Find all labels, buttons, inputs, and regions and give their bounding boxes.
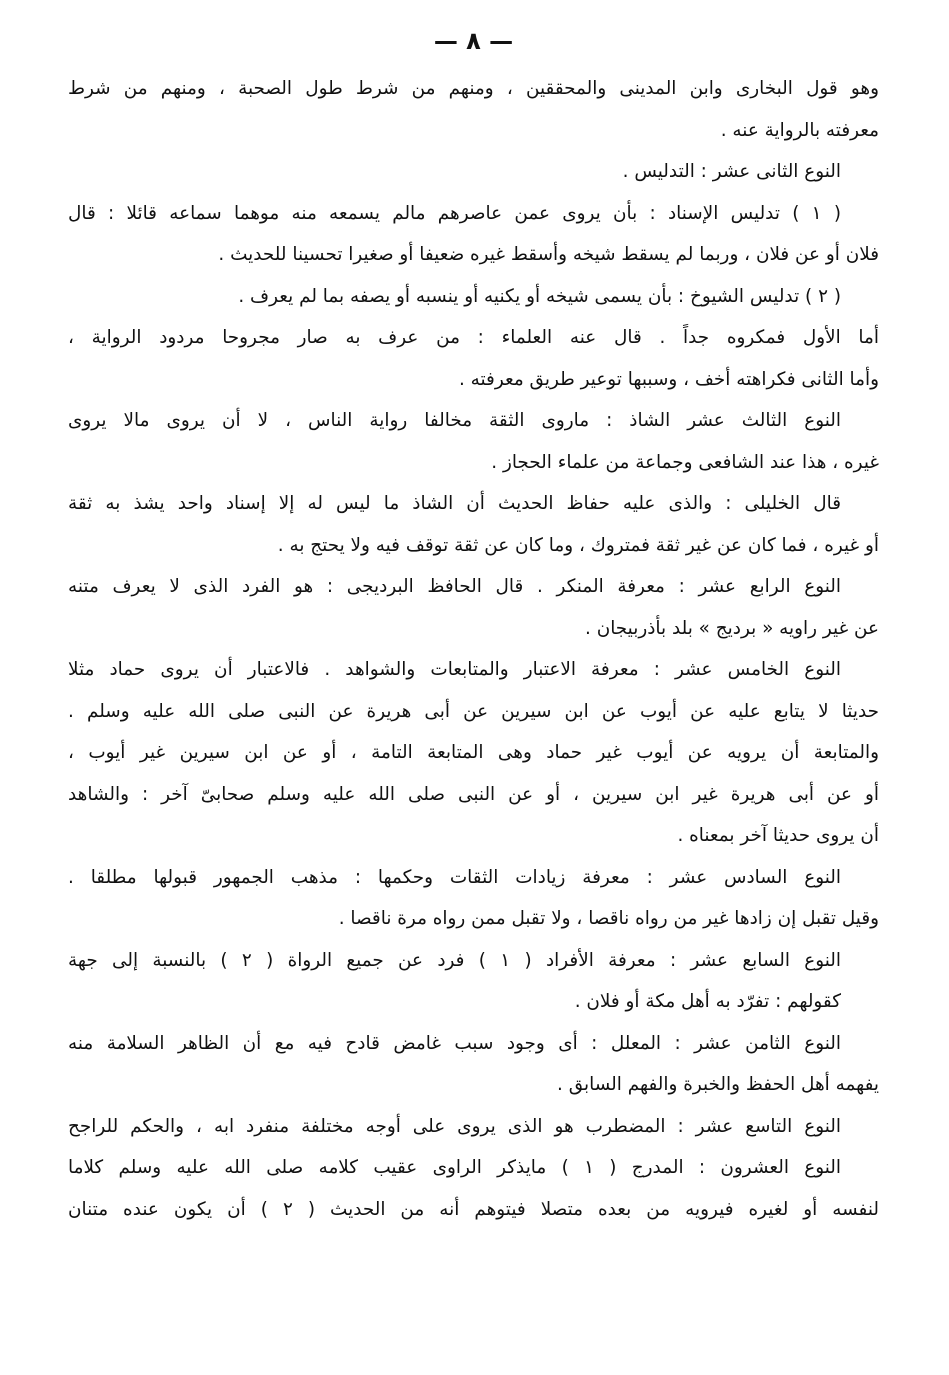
section-heading-line: النوع الثانى عشر : التدليس . <box>622 161 841 182</box>
section-heading-line: النوع الخامس عشر : معرفة الاعتبار والمتابعات والشواهد . فالاعتبار أن يروى حماد مثلا <box>68 659 841 680</box>
text-line: كقولهم : تفرّد به أهل مكة أو فلان . <box>574 991 841 1012</box>
text-line: أو غيره ، فما كان عن غير ثقة فمتروك ، وما كان عن ثقة توقف فيه ولا يحتج به . <box>277 534 879 556</box>
text-line: أو عن أبى هريرة غير ابن سيرين ، أو عن النبى صلى الله عليه وسلم صحابىّ آخر : والشاهد <box>68 783 879 805</box>
text-line: ( ٢ ) تدليس الشيوخ : بأن يسمى شيخه أو يكنيه أو ينسبه أو يصفه بما لم يعرف . <box>238 285 841 307</box>
section-heading-line: النوع السادس عشر : معرفة زيادات الثقات وحكمها : مذهب الجمهور قبولها مطلقا . <box>68 866 841 888</box>
text-line: وقيل تقبل إن زادها غير من رواه ناقصا ، ولا تقبل ممن رواه مرة ناقصا . <box>338 908 879 929</box>
section-heading-line: النوع الثامن عشر : المعلل : أى وجود سبب غامض قادح فيه مع أن الظاهر السلامة منه <box>68 1032 841 1054</box>
text-line: يفهمه أهل الحفظ والخبرة والفهم السابق . <box>557 1074 879 1095</box>
text-line: معرفته بالرواية عنه . <box>720 119 879 141</box>
text-line: أن يروى حديثا آخر بمعناه . <box>677 825 879 846</box>
section-heading-line: النوع السابع عشر : معرفة الأفراد ( ١ ) فرد عن جميع الرواة ( ٢ ) بالنسبة إلى جهة <box>68 949 842 971</box>
section-heading-line: النوع التاسع عشر : المضطرب هو الذى يروى على أوجه مختلفة منفرد ابه ، والحكم للراجح <box>68 1115 841 1137</box>
section-heading-line: النوع العشرون : المدرج ( ١ ) مايذكر الراوى عقيب كلامه صلى الله عليه وسلم كلاما <box>68 1157 841 1178</box>
text-line: حديثا لا يتابع عليه عن أيوب عن ابن سيرين عن أبى هريرة عن النبى صلى الله عليه وسلم . <box>68 700 879 722</box>
text-line: والمتابعة أن يرويه عن أيوب غير حماد وهى المتابعة التامة ، أو عن ابن سيرين غير أيوب ، <box>68 742 879 763</box>
text-line: ( ١ ) تدليس الإسناد : بأن يروى عمن عاصرهم مالم يسمعه منه موهما سماعه قائلا : قال <box>68 202 841 224</box>
page-body <box>68 68 879 1230</box>
text-line: غيره ، هذا عند الشافعى وجماعة من علماء الحجاز . <box>491 451 879 473</box>
section-heading-line: النوع الثالث عشر الشاذ : ماروى الثقة مخالفا رواية الناس ، لا أن يروى مالا يروى <box>68 410 841 431</box>
text-line: فلان أو عن فلان ، وربما لم يسقط شيخه وأسقط غيره ضعيفا أو صغيرا تحسينا للحديث . <box>218 244 879 265</box>
text-line: عن غير راويه « برديج » بلد بأذربيجان . <box>585 617 879 639</box>
text-line: لنفسه أو لغيره فيرويه من بعده متصلا فيتوهم أنه من الحديث ( ٢ ) أن يكون عنده متنان <box>68 1198 879 1220</box>
text-line: وهو قول البخارى وابن المدينى والمحققين ، ومنهم من شرط طول الصحبة ، ومنهم من شرط <box>68 78 879 99</box>
page-number: — ٨ — <box>433 27 514 55</box>
text-line: أما الأول فمكروه جداً . قال عنه العلماء : من عرف به صار مجروحا مردود الرواية ، <box>68 327 879 348</box>
text-line: قال الخليلى : والذى عليه حفاظ الحديث أن الشاذ ما ليس له إلا إسناد واحد يشذ به ثقة <box>68 493 841 514</box>
section-heading-line: النوع الرابع عشر : معرفة المنكر . قال الحافظ البرديجى : هو الفرد الذى لا يعرف متنه <box>68 576 841 597</box>
text-line: وأما الثانى فكراهته أخف ، وسببها توعير طريق معرفته . <box>458 368 879 390</box>
